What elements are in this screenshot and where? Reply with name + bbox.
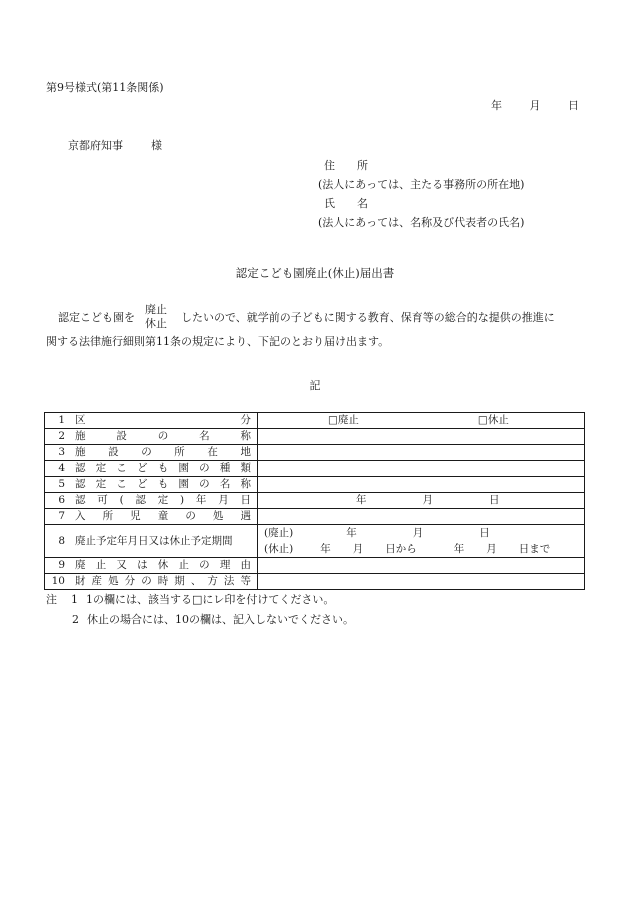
row-label-char: 施	[75, 446, 86, 459]
table-row	[45, 509, 585, 525]
row-value-cell[interactable]	[258, 429, 585, 445]
row-label-cell	[45, 445, 258, 461]
row-value-cell[interactable]	[258, 493, 585, 509]
row-label-cell	[45, 558, 258, 574]
row-label-char: 定	[95, 462, 107, 475]
note-head: 注	[46, 593, 57, 606]
row-label-char: の	[141, 446, 152, 459]
row-label	[75, 576, 257, 587]
abolish-day: 日	[479, 526, 490, 539]
note-1: 注 1 1の欄には、該当する□にレ印を付けてください。	[46, 593, 335, 606]
row-value-cell[interactable]	[258, 509, 585, 525]
row-value-cell[interactable]	[258, 525, 585, 558]
row-label-char: の	[185, 510, 196, 523]
notes	[46, 590, 354, 630]
row-label-cell	[45, 461, 258, 477]
suspend-from-year: 年	[320, 542, 331, 555]
approval-month: 月	[422, 494, 433, 507]
row-label	[75, 511, 257, 522]
name-note: (法人にあっては、名称及び代表者の氏名)	[318, 216, 525, 229]
note-2: 2 休止の場合には、10の欄は、記入しないでください。	[72, 613, 354, 626]
row-number: 9	[58, 559, 65, 572]
row-label-char: 期	[174, 575, 185, 588]
abolish-year: 年	[346, 526, 357, 539]
row-label-char: 処	[108, 575, 119, 588]
row-label-char: ど	[137, 478, 148, 491]
row-label-char: 類	[240, 462, 251, 475]
table-row	[45, 574, 585, 590]
row-label-char: 設	[108, 446, 119, 459]
suspend-from-day: 日から	[385, 542, 417, 555]
row-label-char: 園	[178, 478, 189, 491]
row-value-cell[interactable]	[258, 461, 585, 477]
row-number: 2	[58, 430, 65, 443]
row-number: 7	[58, 510, 65, 523]
document-title: 認定こども園廃止(休止)届出書	[235, 266, 395, 280]
abolish-label: (廃止)	[264, 526, 294, 539]
row-label	[75, 447, 257, 458]
row-number: 5	[58, 478, 65, 491]
approval-day: 日	[489, 494, 500, 507]
row-label-char: 所	[102, 510, 114, 523]
applicant-block	[318, 156, 524, 232]
abolish-month: 月	[412, 526, 424, 539]
row-label-char: 称	[240, 478, 251, 491]
row-label-char: の	[157, 430, 169, 443]
row-label-char: 法	[223, 575, 235, 588]
date-year: 年	[491, 99, 502, 112]
row-label-char: 認	[75, 462, 86, 475]
row-label-char: 区	[75, 414, 86, 427]
row-label-char: 方	[207, 575, 218, 588]
row-value-cell[interactable]	[258, 477, 585, 493]
row-label	[75, 415, 257, 426]
row-number: 8	[58, 534, 65, 547]
suspend-until-year: 年	[453, 542, 465, 555]
row-label-char: 定	[95, 478, 107, 491]
row-label-char: 月	[218, 494, 229, 507]
row-label-char: の	[199, 462, 210, 475]
date-line	[491, 100, 579, 111]
row-label-char: 称	[240, 430, 251, 443]
row-label: 廃止予定年月日又は休止予定期間	[75, 534, 233, 547]
choice-abolish: 廃止	[145, 303, 167, 316]
row-label-char: 児	[130, 510, 141, 523]
approval-year: 年	[356, 494, 367, 507]
row-label-char: (	[119, 494, 124, 507]
row-label-char: 入	[75, 510, 86, 523]
ki-heading: 記	[309, 379, 321, 392]
row-label-char: 遇	[240, 510, 251, 523]
row-label-cell	[45, 477, 258, 493]
row-label-char: ど	[137, 462, 148, 475]
row-label-char: 止	[178, 559, 189, 572]
table-row	[45, 493, 585, 509]
row-label-char: 分	[124, 575, 136, 588]
row-number: 1	[58, 414, 65, 427]
form-number: 第9号様式(第11条関係)	[46, 81, 164, 94]
row-label-char: 可	[97, 494, 108, 507]
row-label-char: 定	[157, 494, 169, 507]
kubun-abolish-checkbox[interactable]: □廃止	[328, 414, 359, 427]
row-label-char: 施	[75, 430, 86, 443]
suspend-from-month: 月	[352, 542, 364, 555]
row-label-char: も	[157, 462, 169, 475]
table-row	[45, 558, 585, 574]
addressee-name: 京都府知事	[68, 139, 123, 152]
row-label-char: 日	[240, 494, 251, 507]
body-prefix: 認定こども園を	[58, 310, 135, 324]
row-label-cell	[45, 574, 258, 590]
abolish-suspend-choice	[145, 303, 167, 331]
row-number: 6	[58, 494, 65, 507]
choice-suspend: 休止	[145, 317, 167, 330]
row-label-char: 在	[207, 446, 218, 459]
table-row	[45, 413, 585, 429]
row-label-char: こ	[116, 462, 127, 475]
row-label-char: 園	[178, 462, 189, 475]
row-value-cell[interactable]	[258, 558, 585, 574]
row-label-char: 認	[75, 478, 86, 491]
row-label-char: の	[141, 575, 152, 588]
row-label-char: 名	[219, 478, 231, 491]
suspend-until-day: 日まで	[518, 542, 551, 555]
table-row	[45, 477, 585, 493]
row-value-cell[interactable]	[258, 574, 585, 590]
row-label-char: こ	[116, 478, 127, 491]
table-row	[45, 429, 585, 445]
row-label-char: 分	[240, 414, 251, 427]
row-label-cell	[45, 509, 258, 525]
row-label-char: 設	[116, 430, 127, 443]
row-label-char: 種	[219, 462, 231, 475]
row-label-char: 童	[157, 510, 169, 523]
row-label-char: 処	[212, 510, 224, 523]
table-row	[45, 525, 585, 558]
row-number: 3	[58, 446, 65, 459]
row-label-char: 産	[91, 575, 103, 588]
address-note: (法人にあっては、主たる事務所の所在地)	[318, 178, 525, 191]
row-label-char: 等	[240, 575, 251, 588]
row-label	[75, 495, 257, 506]
date-month: 月	[529, 99, 541, 112]
row-label-char: 又	[116, 559, 127, 572]
row-label-char: 財	[75, 575, 86, 588]
row-label-char: の	[199, 559, 210, 572]
row-label-char: 廃	[75, 559, 86, 572]
name-label: 氏 名	[324, 197, 368, 210]
row-label-char: 休	[157, 559, 169, 572]
row-label-char: の	[199, 478, 210, 491]
row-label-char: 理	[219, 559, 231, 572]
body-line1-rest: したいので、就学前の子どもに関する教育、保育等の総合的な提供の推進に	[181, 310, 555, 324]
row-label-char: 所	[174, 446, 185, 459]
row-label	[75, 560, 257, 571]
row-label-char: 、	[190, 575, 202, 588]
date-day: 日	[568, 99, 579, 112]
row-label-cell	[45, 493, 258, 509]
kubun-suspend-checkbox[interactable]: □休止	[477, 414, 509, 427]
row-label-char: 時	[157, 575, 169, 588]
addressee	[68, 140, 162, 151]
row-label	[75, 463, 257, 474]
row-label	[75, 479, 257, 490]
form-table	[44, 412, 585, 590]
table-row	[45, 445, 585, 461]
row-label-char: は	[137, 559, 148, 572]
row-label-cell	[45, 429, 258, 445]
row-label-char: 認	[75, 494, 86, 507]
row-value-cell[interactable]	[258, 445, 585, 461]
row-label-char: )	[180, 494, 185, 507]
row-label-char: 由	[240, 559, 251, 572]
row-value-cell[interactable]	[258, 413, 585, 429]
addressee-honorific: 様	[151, 139, 162, 152]
row-label-cell	[45, 525, 258, 558]
suspend-label: (休止)	[264, 542, 294, 555]
row-label-char: 年	[195, 494, 207, 507]
row-label-char: 名	[199, 430, 210, 443]
row-label-char: 止	[95, 559, 107, 572]
row-number: 4	[58, 462, 65, 475]
suspend-until-month: 月	[486, 542, 497, 555]
row-label-cell	[45, 413, 258, 429]
body-line-1	[58, 304, 555, 330]
row-number: 10	[51, 575, 65, 588]
table-row	[45, 461, 585, 477]
row-label-char: 認	[135, 494, 146, 507]
row-label	[75, 431, 257, 442]
row-label-char: 地	[240, 446, 251, 459]
row-label-char: も	[157, 478, 169, 491]
address-label: 住 所	[324, 159, 368, 172]
body-line-2: 関する法律施行細則第11条の規定により、下記のとおり届け出ます。	[46, 335, 390, 348]
